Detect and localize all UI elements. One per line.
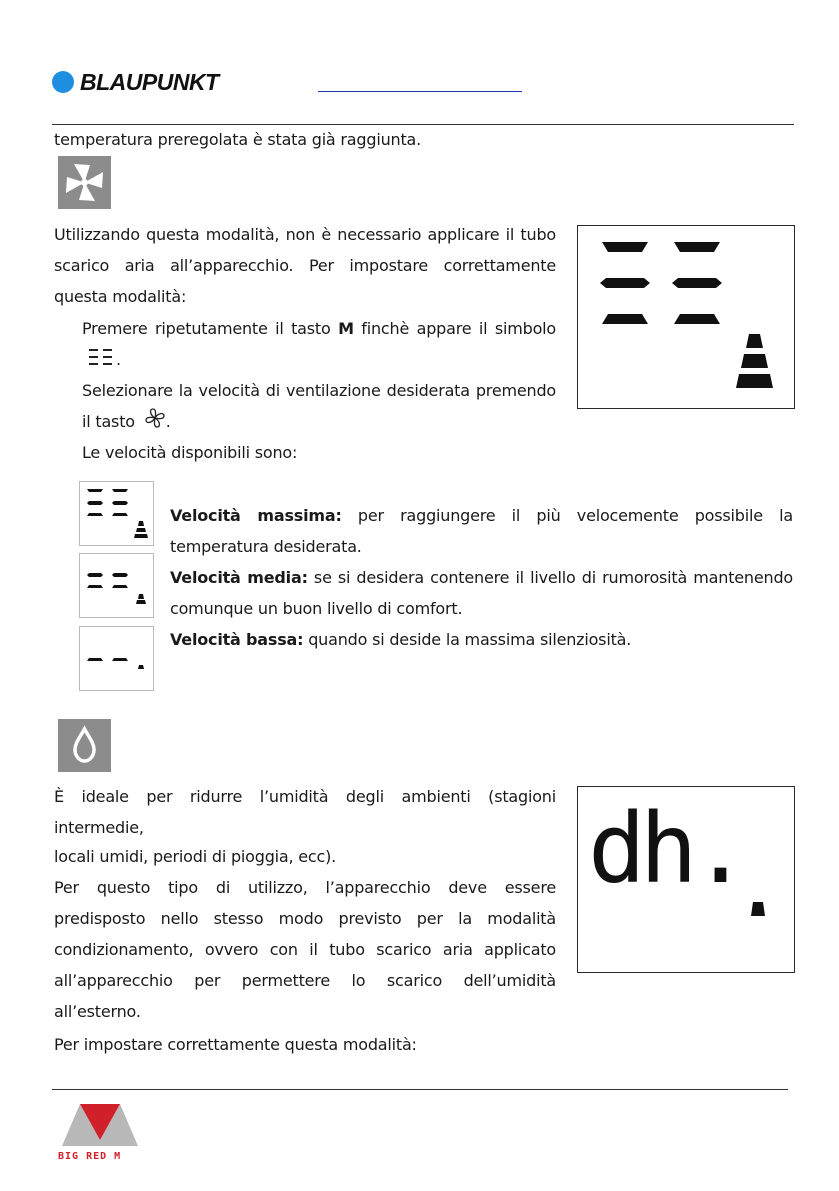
m-key-label: M — [338, 319, 354, 338]
speed-max-icon — [80, 482, 153, 545]
fan-step-3: Le velocità disponibili sono: — [82, 443, 298, 462]
footer-logo — [58, 1100, 142, 1160]
fan-step-2: Selezionare la velocità di ventilazione desiderata premendo il tasto . — [82, 375, 556, 439]
brand-logo — [52, 68, 219, 96]
fan-intro-paragraph: Utilizzando questa modalità, non è necessario applicare il tubo scarico aria all’apparecchio. Per impostare correttamente questa modalità: — [54, 225, 556, 306]
header-link-underline[interactable] — [318, 91, 522, 92]
intro-tail-text: temperatura preregolata è stata già raggiunta. — [54, 130, 422, 149]
dry-paragraph-3: Per questo tipo di utilizzo, l’apparecchio deve essere predisposto nello stesso modo previsto per la modalità condizionamento, ovvero con il tubo scarico aria applicato all’apparecchio per permettere lo scarico dell’umidità all’esterno. — [54, 878, 556, 1021]
fan-mode-display-icon — [578, 226, 794, 408]
fan-mode-lcd-display — [577, 225, 795, 409]
dry-paragraph-4: Per impostare correttamente questa modalità: — [54, 1035, 417, 1054]
fan-icon — [58, 156, 111, 209]
dry-level-indicator-icon — [746, 899, 770, 919]
fan-step-1: Premere ripetutamente il tasto M finchè appare il simbolo . — [82, 313, 556, 376]
fan-mode-icon-box — [58, 156, 111, 209]
brand-name: BLAUPUNKT — [80, 68, 219, 95]
footer-logo-text: BIG RED M — [58, 1151, 122, 1162]
speed-medium-icon — [80, 554, 153, 617]
dry-paragraph-2: locali umidi, periodi di pioggia, ecc). — [54, 847, 337, 866]
speed-medium-display — [79, 553, 154, 618]
footer-rule — [52, 1089, 788, 1090]
fan-key-icon — [144, 407, 166, 439]
speed-low-icon — [80, 627, 153, 690]
brand-dot-icon — [52, 71, 74, 93]
speed-medium-text: Velocità media: se si desidera contenere il livello di rumorosità mantenendo comunque un buon livello di comfort. — [170, 568, 793, 618]
speed-max-display — [79, 481, 154, 546]
speed-low-text: Velocità bassa: quando si deside la massima silenziosità. — [170, 630, 632, 649]
speed-max-text: Velocità massima: per raggiungere il più velocemente possibile la temperatura desiderata. — [170, 506, 793, 556]
water-drop-icon — [58, 719, 111, 772]
dry-mode-display-text: dh. — [588, 793, 744, 905]
big-red-m-logo-icon — [58, 1100, 142, 1146]
dry-paragraph-1: È ideale per ridurre l’umidità degli ambienti (stagioni intermedie, — [54, 787, 556, 837]
fan-mode-symbol-icon — [88, 345, 114, 376]
dry-mode-icon-box — [58, 719, 111, 772]
speed-low-display — [79, 626, 154, 691]
dry-mode-lcd-display — [577, 786, 795, 973]
